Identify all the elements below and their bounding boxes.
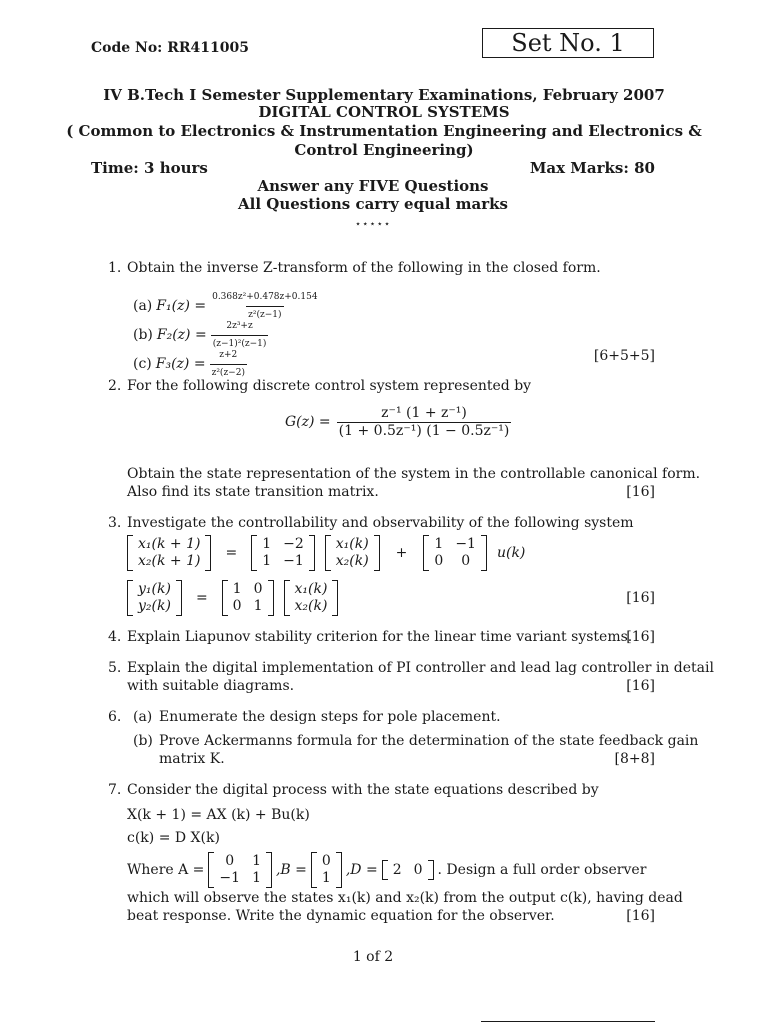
q7-b-entry: 1 (321, 870, 331, 886)
q3-equals: = (225, 544, 238, 561)
q2-denominator: (1 + 0.5z⁻¹) (1 − 0.5z⁻¹) (338, 423, 510, 439)
q3-marks: [16] (626, 590, 655, 606)
q7-marks: [16] (626, 908, 655, 924)
q4-marks: [16] (626, 629, 655, 645)
q1b-label: (b) (133, 327, 153, 343)
footer-rule (481, 1021, 655, 1022)
q7-b-entry: 0 (321, 853, 331, 869)
q3-y-entry: y₁(k) (138, 581, 171, 597)
q3-lhs-entry: x₂(k + 1) (138, 553, 201, 569)
q7-d-label: ,D = (345, 861, 378, 878)
q3-y-vector (127, 580, 182, 616)
q3-c-entry: 1 (253, 598, 263, 614)
q3-state-equation (127, 535, 525, 571)
q3-matrix-c (222, 580, 274, 616)
q7-d-entry: 2 (392, 861, 402, 878)
q3-x-entry: x₂(k) (335, 553, 369, 569)
q7-equation-2: c(k) = D X(k) (127, 830, 220, 846)
q1c-lhs: F₃(z) = (155, 356, 206, 372)
q1-marks: [6+5+5] (593, 348, 655, 364)
q6b-text: Prove Ackermanns formula for the determination of the state feedback gain (159, 733, 699, 749)
q2-marks: [16] (626, 484, 655, 500)
q6b-label: (b) (133, 733, 153, 749)
q7-equation-1: X(k + 1) = AX (k) + Bu(k) (127, 807, 310, 823)
q4-text: Explain Liapunov stability criterion for the linear time variant systems. (127, 629, 633, 645)
q7-b-label: ,B = (275, 861, 307, 878)
code-number: Code No: RR411005 (91, 40, 249, 56)
q1b-lhs: F₂(z) = (156, 327, 207, 343)
q3-b-entry: 0 (434, 553, 444, 569)
q3-c-entry: 0 (253, 581, 263, 597)
q3-a-entry: −1 (283, 553, 304, 569)
set-number: Set No. 1 (511, 29, 625, 57)
q1-number: 1. (108, 260, 122, 276)
subject-title: DIGITAL CONTROL SYSTEMS (258, 103, 510, 121)
q5-text: Explain the digital implementation of PI controller and lead lag controller in detail (127, 660, 714, 676)
q3-a-entry: 1 (262, 536, 272, 552)
q3-plus: + (395, 544, 408, 561)
q7-a-entry: 1 (252, 853, 261, 869)
page-number: 1 of 2 (352, 949, 394, 965)
q7-where: Where A = (127, 861, 205, 878)
q1c-denominator: z²(z−2) (210, 364, 247, 382)
q1-text: Obtain the inverse Z-transform of the following in the closed form. (127, 260, 601, 276)
q1-part-c (133, 347, 247, 382)
q6a-label: (a) (133, 709, 153, 725)
q3-x-vector (325, 535, 380, 571)
q3-c-entry: 0 (232, 598, 242, 614)
q3-lhs-vector (127, 535, 211, 571)
instruction-1: Answer any FIVE Questions (257, 177, 489, 195)
q1b-numerator: 2z³+z (226, 321, 253, 331)
exam-time: Time: 3 hours (91, 159, 208, 177)
q6a-text: Enumerate the design steps for pole placement. (159, 709, 501, 725)
q2-text-2: Obtain the state representation of the system in the controllable canonical form. (127, 466, 701, 482)
q3-a-entry: 1 (262, 553, 272, 569)
q7-matrix-d (382, 860, 434, 880)
q5-text-2: with suitable diagrams. (127, 678, 295, 694)
q7-tail: . Design a full order observer (437, 861, 647, 878)
q3-c-entry: 1 (232, 581, 242, 597)
stars-separator: ⋆⋆⋆⋆⋆ (354, 219, 392, 230)
q1a-label: (a) (133, 298, 153, 314)
q5-marks: [16] (626, 678, 655, 694)
q3-b-entry: −1 (455, 536, 476, 552)
q3-number: 3. (108, 515, 122, 531)
q2-numerator: z⁻¹ (1 + z⁻¹) (381, 405, 467, 421)
q3-y-entry: y₂(k) (138, 598, 171, 614)
q3-text: Investigate the controllability and observability of the following system (127, 515, 634, 531)
q6b-text-2: matrix K. (159, 751, 225, 767)
q7-text-3: beat response. Write the dynamic equation for the observer. (127, 908, 555, 924)
q3-x-entry: x₁(k) (335, 536, 369, 552)
q7-matrix-a (208, 852, 272, 888)
q1c-label: (c) (133, 356, 152, 372)
q7-matrix-b (311, 852, 342, 888)
q3-output-equation (127, 580, 338, 616)
q3-matrix-a (251, 535, 315, 571)
q5-number: 5. (108, 660, 122, 676)
common-line-1: ( Common to Electronics & Instrumentation Engineering and Electronics & (66, 122, 702, 140)
q3-x2-entry: x₂(k) (294, 598, 328, 614)
max-marks: Max Marks: 80 (529, 159, 655, 177)
exam-title: IV B.Tech I Semester Supplementary Examinations, February 2007 (103, 86, 665, 104)
q1c-fraction (210, 347, 247, 382)
q3-a-entry: −2 (283, 536, 304, 552)
q6-number: 6. (108, 709, 122, 725)
q7-a-entry: 0 (225, 853, 235, 869)
q1a-numerator: 0.368z²+0.478z+0.154 (212, 292, 318, 302)
q3-x-vector-2 (284, 580, 339, 616)
q2-text: For the following discrete control system represented by (127, 378, 532, 394)
q2-lhs: G(z) = (285, 414, 331, 430)
q4-number: 4. (108, 629, 122, 645)
q3-x2-entry: x₁(k) (294, 581, 328, 597)
q2-equation (285, 405, 511, 440)
q3-lhs-entry: x₁(k + 1) (138, 536, 201, 552)
q2-fraction (337, 405, 512, 440)
q3-b-entry: 0 (461, 553, 471, 569)
q2-text-3: Also find its state transition matrix. (127, 484, 379, 500)
set-number-box (482, 28, 654, 58)
q7-a-entry: 1 (252, 870, 261, 886)
q7-text: Consider the digital process with the state equations described by (127, 782, 599, 798)
common-line-2: Control Engineering) (294, 141, 474, 159)
q7-d-entry: 0 (413, 861, 423, 878)
q7-matrices (127, 852, 646, 888)
q6-marks: [8+8] (614, 751, 655, 767)
q7-number: 7. (108, 782, 122, 798)
q1a-denominator: z²(z−1) (246, 306, 283, 324)
q7-text-2: which will observe the states x₁(k) and x₂(k) from the output c(k), having dead (127, 890, 683, 906)
instruction-2: All Questions carry equal marks (238, 195, 508, 213)
q3-equals-2: = (195, 589, 208, 606)
q1b-denominator: (z−1)²(z−1) (211, 335, 269, 353)
q2-number: 2. (108, 378, 122, 394)
q3-input-u: u(k) (496, 544, 526, 561)
q3-b-entry: 1 (434, 536, 444, 552)
q1a-lhs: F₁(z) = (156, 298, 207, 314)
q1c-numerator: z+2 (219, 350, 238, 360)
q3-matrix-b (423, 535, 487, 571)
q7-a-entry: −1 (219, 870, 241, 886)
